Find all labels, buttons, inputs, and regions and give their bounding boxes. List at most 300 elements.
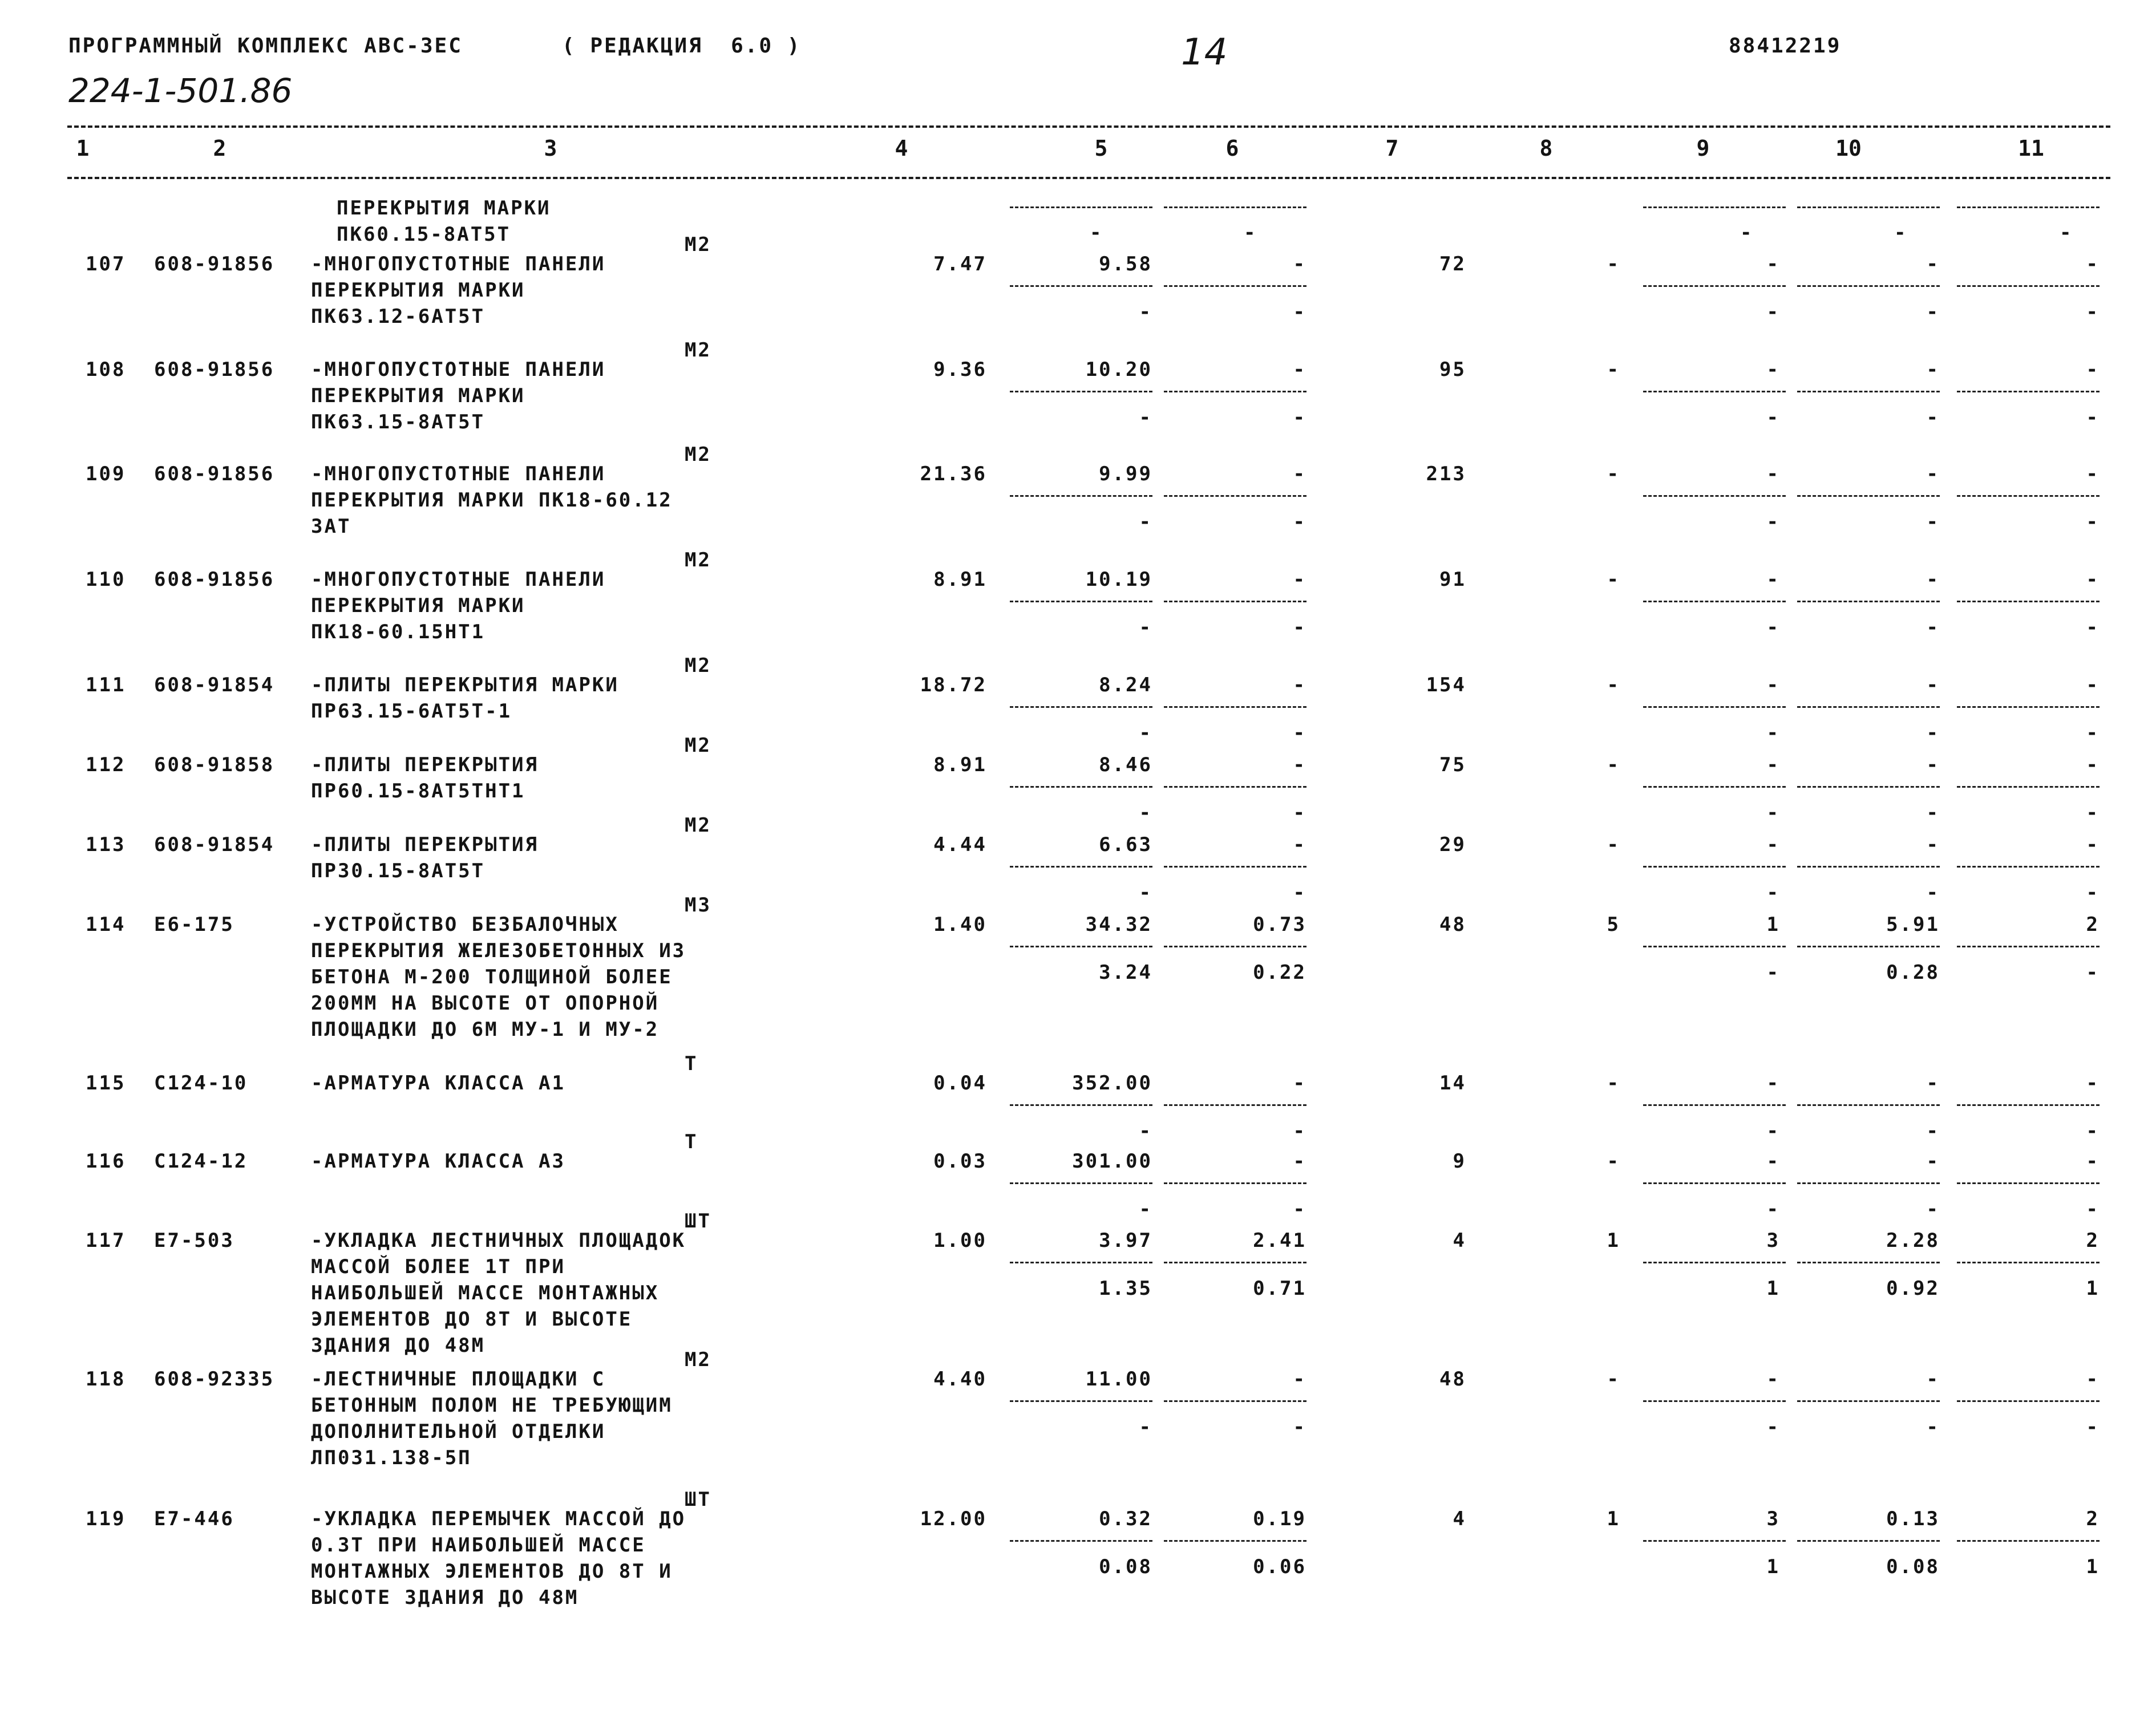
row-col-9: - <box>1766 1368 1780 1391</box>
column-number: 9 <box>1696 136 1710 161</box>
row-description-line: -АРМАТУРА КЛАССА А3 <box>311 1150 565 1173</box>
row-description-line: ЗДАНИЯ ДО 48М <box>311 1334 486 1357</box>
column-divider-dash <box>1643 1400 1786 1402</box>
row-col-7: 72 <box>1439 253 1466 275</box>
row-col-10: 0.13 <box>1886 1508 1940 1530</box>
row-cost-5: 9.58 <box>1099 253 1152 275</box>
row-description-line: -ПЛИТЫ ПЕРЕКРЫТИЯ <box>311 833 539 856</box>
row-col-9-lower: - <box>1766 616 1780 639</box>
row-cost-5: 0.32 <box>1099 1508 1152 1530</box>
column-divider-dash <box>1010 601 1152 602</box>
row-cost-6: 2.41 <box>1253 1229 1306 1252</box>
row-quantity: 12.00 <box>920 1508 987 1530</box>
column-divider-dash <box>1957 866 2100 868</box>
column-number: 8 <box>1539 136 1553 161</box>
row-description-line: -МНОГОПУСТОТНЫЕ ПАНЕЛИ <box>311 253 606 275</box>
row-unit: М2 <box>685 734 711 757</box>
row-description-line: ЭЛЕМЕНТОВ ДО 8Т И ВЫСОТЕ <box>311 1308 633 1331</box>
column-divider-dash <box>1010 206 1152 208</box>
row-cost-5: 8.24 <box>1099 674 1152 696</box>
row-col-8: - <box>1607 753 1620 776</box>
row-cost-6-lower: 0.06 <box>1253 1555 1306 1578</box>
row-col-9-lower: - <box>1766 1416 1780 1439</box>
row-cost-5-lower: - <box>1139 1198 1152 1221</box>
row-cost-6: - <box>1293 833 1306 856</box>
dash-mark: - <box>1244 221 1256 244</box>
row-unit: М2 <box>685 814 711 837</box>
row-description-line: ПР63.15-6АТ5Т-1 <box>311 700 512 723</box>
row-col-11-lower: - <box>2086 616 2100 639</box>
row-col-11-lower: - <box>2086 1198 2100 1221</box>
row-quantity: 1.40 <box>933 913 987 936</box>
row-col-8: - <box>1607 358 1620 381</box>
row-description-line: -ЛЕСТНИЧНЫЕ ПЛОЩАДКИ С <box>311 1368 606 1391</box>
row-col-11: - <box>2086 358 2100 381</box>
column-divider-dash <box>1797 706 1940 708</box>
column-divider-dash <box>1010 1540 1152 1542</box>
row-unit: ШТ <box>685 1210 711 1233</box>
row-col-11-lower: - <box>2086 1416 2100 1439</box>
row-code: 608-91856 <box>154 358 275 381</box>
row-cost-5-lower: - <box>1139 510 1152 533</box>
row-col-10: - <box>1926 1150 1940 1173</box>
row-unit: Т <box>685 1052 698 1075</box>
row-cost-6-lower: - <box>1293 616 1306 639</box>
row-col-9-lower: - <box>1766 801 1780 824</box>
row-col-7: 154 <box>1426 674 1466 696</box>
row-cost-5: 301.00 <box>1072 1150 1152 1173</box>
column-divider-dash <box>1797 786 1940 788</box>
row-col-11: - <box>2086 253 2100 275</box>
row-col-8: - <box>1607 1150 1620 1173</box>
row-code: 608-92335 <box>154 1368 275 1391</box>
column-number: 5 <box>1094 136 1108 161</box>
dash-mark: - <box>1740 221 1752 244</box>
column-divider-dash <box>1164 1540 1306 1542</box>
row-col-11: - <box>2086 753 2100 776</box>
row-description-line: -АРМАТУРА КЛАССА А1 <box>311 1072 565 1095</box>
row-col-10-lower: - <box>1926 1198 1940 1221</box>
row-col-11-lower: - <box>2086 801 2100 824</box>
row-cost-6: 0.19 <box>1253 1508 1306 1530</box>
row-code: 608-91856 <box>154 463 275 485</box>
column-divider-dash <box>1797 1262 1940 1263</box>
row-cost-6-lower: - <box>1293 1198 1306 1221</box>
row-quantity: 0.03 <box>933 1150 987 1173</box>
row-col-11: - <box>2086 833 2100 856</box>
row-description-line: -УКЛАДКА ЛЕСТНИЧНЫХ ПЛОЩАДОК <box>311 1229 686 1252</box>
row-quantity: 8.91 <box>933 568 987 591</box>
row-col-11: 2 <box>2086 913 2100 936</box>
row-cost-5: 6.63 <box>1099 833 1152 856</box>
row-col-10-lower: 0.08 <box>1886 1555 1940 1578</box>
row-cost-5: 3.97 <box>1099 1229 1152 1252</box>
row-col-10-lower: - <box>1926 301 1940 323</box>
row-col-9-lower: - <box>1766 722 1780 744</box>
column-divider-dash <box>1010 1182 1152 1184</box>
column-divider-dash <box>1797 495 1940 497</box>
row-cost-5: 10.20 <box>1085 358 1152 381</box>
column-divider-dash <box>1797 601 1940 602</box>
row-description-line: -МНОГОПУСТОТНЫЕ ПАНЕЛИ <box>311 568 606 591</box>
column-divider-dash <box>1797 946 1940 947</box>
row-number: 108 <box>86 358 126 381</box>
column-divider-dash <box>1010 946 1152 947</box>
row-code: 608-91854 <box>154 833 275 856</box>
row-description-line: ПК60.15-8АТ5Т <box>337 223 511 246</box>
row-number: 118 <box>86 1368 126 1391</box>
row-cost-5: 11.00 <box>1085 1368 1152 1391</box>
row-cost-6-lower: - <box>1293 510 1306 533</box>
row-col-8: - <box>1607 1072 1620 1095</box>
row-col-8: 1 <box>1607 1229 1620 1252</box>
column-divider-dash <box>1957 946 2100 947</box>
row-description-line: -УСТРОЙСТВО БЕЗБАЛОЧНЫХ <box>311 913 619 936</box>
row-description-line: ПЕРЕКРЫТИЯ МАРКИ <box>311 279 525 302</box>
row-col-8: 1 <box>1607 1508 1620 1530</box>
column-divider-dash <box>1010 391 1152 392</box>
row-number: 119 <box>86 1508 126 1530</box>
row-col-11: - <box>2086 1150 2100 1173</box>
row-col-7: 14 <box>1439 1072 1466 1095</box>
row-number: 112 <box>86 753 126 776</box>
edition-label: ( РЕДАКЦИЯ 6.0 ) <box>562 34 802 58</box>
row-cost-5: 352.00 <box>1072 1072 1152 1095</box>
row-description-line: 0.3Т ПРИ НАИБОЛЬШЕЙ МАССЕ <box>311 1534 646 1557</box>
row-col-9: - <box>1766 753 1780 776</box>
row-cost-6: - <box>1293 358 1306 381</box>
row-description-line: ПР60.15-8АТ5ТНТ1 <box>311 780 525 803</box>
row-col-9-lower: - <box>1766 1120 1780 1142</box>
row-col-11-lower: - <box>2086 722 2100 744</box>
row-cost-6: - <box>1293 1150 1306 1173</box>
row-cost-5: 10.19 <box>1085 568 1152 591</box>
column-divider-dash <box>1797 1104 1940 1106</box>
column-divider-dash <box>1643 866 1786 868</box>
column-divider-dash <box>1164 1104 1306 1106</box>
row-code: Е7-503 <box>154 1229 234 1252</box>
column-divider-dash <box>1643 495 1786 497</box>
row-number: 110 <box>86 568 126 591</box>
row-cost-5-lower: 1.35 <box>1099 1277 1152 1300</box>
row-description-line: ПК63.12-6АТ5Т <box>311 305 486 328</box>
row-description-line: 3АТ <box>311 515 351 538</box>
row-cost-6: - <box>1293 568 1306 591</box>
column-divider-dash <box>1797 391 1940 392</box>
row-col-10-lower: - <box>1926 722 1940 744</box>
column-divider-dash <box>1957 1262 2100 1263</box>
column-divider-dash <box>1164 786 1306 788</box>
row-col-9-lower: 1 <box>1766 1277 1780 1300</box>
row-cost-5: 8.46 <box>1099 753 1152 776</box>
column-divider-dash <box>1164 391 1306 392</box>
row-col-9: 1 <box>1766 913 1780 936</box>
row-col-7: 48 <box>1439 1368 1466 1391</box>
page-number: 14 <box>1181 31 1228 74</box>
row-cost-6-lower: - <box>1293 881 1306 904</box>
column-divider-dash <box>1010 1400 1152 1402</box>
column-divider-dash <box>1797 285 1940 287</box>
column-divider-dash <box>1643 206 1786 208</box>
row-col-9-lower: - <box>1766 510 1780 533</box>
row-quantity: 8.91 <box>933 753 987 776</box>
column-divider-dash <box>1957 601 2100 602</box>
row-col-7: 48 <box>1439 913 1466 936</box>
row-quantity: 7.47 <box>933 253 987 275</box>
column-divider-dash <box>1957 285 2100 287</box>
column-number: 1 <box>76 136 90 161</box>
row-col-11-lower: 1 <box>2086 1555 2100 1578</box>
row-unit: М2 <box>685 233 711 256</box>
column-divider-dash <box>1957 1400 2100 1402</box>
row-col-11-lower: - <box>2086 1120 2100 1142</box>
row-col-10: 5.91 <box>1886 913 1940 936</box>
row-quantity: 9.36 <box>933 358 987 381</box>
row-col-8: 5 <box>1607 913 1620 936</box>
row-number: 107 <box>86 253 126 275</box>
top-rule <box>67 125 2110 128</box>
row-col-10-lower: - <box>1926 801 1940 824</box>
row-col-10-lower: - <box>1926 1120 1940 1142</box>
row-description-line: ПЕРЕКРЫТИЯ МАРКИ <box>311 594 525 617</box>
column-divider-dash <box>1797 866 1940 868</box>
column-divider-dash <box>1797 206 1940 208</box>
row-col-7: 4 <box>1453 1508 1466 1530</box>
row-col-11: 2 <box>2086 1229 2100 1252</box>
row-col-7: 95 <box>1439 358 1466 381</box>
row-col-9: - <box>1766 1072 1780 1095</box>
row-quantity: 1.00 <box>933 1229 987 1252</box>
row-cost-6: - <box>1293 674 1306 696</box>
column-divider-dash <box>1010 866 1152 868</box>
row-cost-6-lower: - <box>1293 801 1306 824</box>
row-col-9: - <box>1766 1150 1780 1173</box>
column-divider-dash <box>1643 601 1786 602</box>
row-unit: Т <box>685 1131 698 1153</box>
column-divider-dash <box>1797 1400 1940 1402</box>
row-col-11-lower: - <box>2086 881 2100 904</box>
row-col-11: - <box>2086 674 2100 696</box>
row-number: 114 <box>86 913 126 936</box>
row-code: Е6-175 <box>154 913 234 936</box>
column-header <box>0 136 2156 170</box>
row-cost-6: - <box>1293 253 1306 275</box>
row-col-10: - <box>1926 1072 1940 1095</box>
column-divider-dash <box>1164 1182 1306 1184</box>
column-divider-dash <box>1643 1182 1786 1184</box>
row-cost-5-lower: - <box>1139 301 1152 323</box>
row-cost-6: 0.73 <box>1253 913 1306 936</box>
row-code: 608-91854 <box>154 674 275 696</box>
row-description-line: ЛП031.138-5П <box>311 1446 472 1469</box>
row-code: 608-91856 <box>154 568 275 591</box>
row-code: Е7-446 <box>154 1508 234 1530</box>
column-divider-dash <box>1957 206 2100 208</box>
row-cost-5-lower: - <box>1139 1120 1152 1142</box>
column-divider-dash <box>1010 706 1152 708</box>
column-divider-dash <box>1643 1262 1786 1263</box>
row-number: 116 <box>86 1150 126 1173</box>
column-divider-dash <box>1010 786 1152 788</box>
row-col-10-lower: 0.28 <box>1886 961 1940 984</box>
row-col-9-lower: 1 <box>1766 1555 1780 1578</box>
project-code: 224-1-501.86 <box>68 71 293 110</box>
column-number: 6 <box>1225 136 1239 161</box>
row-cost-6-lower: - <box>1293 1416 1306 1439</box>
row-cost-5-lower: - <box>1139 801 1152 824</box>
column-divider-dash <box>1957 1540 2100 1542</box>
row-col-9-lower: - <box>1766 1198 1780 1221</box>
column-divider-dash <box>1957 706 2100 708</box>
row-cost-5-lower: - <box>1139 406 1152 429</box>
row-cost-5-lower: - <box>1139 1416 1152 1439</box>
row-description-line: ПЕРЕКРЫТИЯ МАРКИ ПК18-60.12 <box>311 489 673 512</box>
row-cost-6-lower: - <box>1293 722 1306 744</box>
row-col-10: 2.28 <box>1886 1229 1940 1252</box>
row-col-9: - <box>1766 358 1780 381</box>
column-divider-dash <box>1643 1540 1786 1542</box>
column-number: 2 <box>213 136 226 161</box>
row-unit: М2 <box>685 443 711 466</box>
row-unit: ШТ <box>685 1488 711 1511</box>
row-cost-6-lower: 0.71 <box>1253 1277 1306 1300</box>
row-unit: М2 <box>685 549 711 572</box>
row-description-line: -УКЛАДКА ПЕРЕМЫЧЕК МАССОЙ ДО <box>311 1508 686 1530</box>
column-divider-dash <box>1643 786 1786 788</box>
dash-mark: - <box>1894 221 1906 244</box>
dash-mark: - <box>1090 221 1102 244</box>
row-col-8: - <box>1607 568 1620 591</box>
row-col-7: 213 <box>1426 463 1466 485</box>
row-col-8: - <box>1607 1368 1620 1391</box>
row-col-10: - <box>1926 833 1940 856</box>
column-divider-dash <box>1164 706 1306 708</box>
row-description-line: ДОПОЛНИТЕЛЬНОЙ ОТДЕЛКИ <box>311 1420 606 1443</box>
row-col-8: - <box>1607 463 1620 485</box>
row-col-10-lower: - <box>1926 1416 1940 1439</box>
row-col-10-lower: 0.92 <box>1886 1277 1940 1300</box>
row-code: С124-12 <box>154 1150 248 1173</box>
row-col-9-lower: - <box>1766 301 1780 323</box>
row-cost-6-lower: 0.22 <box>1253 961 1306 984</box>
row-col-10: - <box>1926 674 1940 696</box>
row-description-line: БЕТОННЫМ ПОЛОМ НЕ ТРЕБУЮЩИМ <box>311 1394 673 1417</box>
column-number: 10 <box>1835 136 1862 161</box>
row-col-11: - <box>2086 1368 2100 1391</box>
row-quantity: 21.36 <box>920 463 987 485</box>
row-cost-6: - <box>1293 753 1306 776</box>
row-col-9: - <box>1766 674 1780 696</box>
column-divider-dash <box>1010 495 1152 497</box>
column-divider-dash <box>1164 866 1306 868</box>
row-unit: М2 <box>685 1348 711 1371</box>
row-cost-6-lower: - <box>1293 1120 1306 1142</box>
row-col-11: - <box>2086 1072 2100 1095</box>
row-description-line: 200ММ НА ВЫСОТЕ ОТ ОПОРНОЙ <box>311 992 660 1015</box>
row-col-11-lower: - <box>2086 301 2100 323</box>
column-number: 11 <box>2018 136 2044 161</box>
column-divider-dash <box>1164 495 1306 497</box>
row-col-10: - <box>1926 1368 1940 1391</box>
row-cost-6-lower: - <box>1293 406 1306 429</box>
row-col-10: - <box>1926 463 1940 485</box>
row-col-11-lower: - <box>2086 510 2100 533</box>
column-divider-dash <box>1010 1104 1152 1106</box>
row-number: 115 <box>86 1072 126 1095</box>
row-cost-5-lower: - <box>1139 881 1152 904</box>
row-code: С124-10 <box>154 1072 248 1095</box>
column-number: 3 <box>544 136 557 161</box>
column-number: 7 <box>1385 136 1399 161</box>
row-col-8: - <box>1607 674 1620 696</box>
row-number: 109 <box>86 463 126 485</box>
column-divider-dash <box>1957 495 2100 497</box>
row-code: 608-91858 <box>154 753 275 776</box>
row-description-line: -МНОГОПУСТОТНЫЕ ПАНЕЛИ <box>311 463 606 485</box>
row-col-9: - <box>1766 253 1780 275</box>
row-col-7: 9 <box>1453 1150 1466 1173</box>
row-col-10: - <box>1926 753 1940 776</box>
column-divider-dash <box>1643 706 1786 708</box>
row-col-10-lower: - <box>1926 406 1940 429</box>
dash-mark: - <box>2060 221 2072 244</box>
row-cost-5: 9.99 <box>1099 463 1152 485</box>
row-description-line: ПК18-60.15НТ1 <box>311 621 486 643</box>
column-divider-dash <box>1164 206 1306 208</box>
row-cost-5-lower: 3.24 <box>1099 961 1152 984</box>
row-col-7: 91 <box>1439 568 1466 591</box>
row-col-11-lower: - <box>2086 961 2100 984</box>
row-col-11: - <box>2086 463 2100 485</box>
column-header-rule <box>67 177 2110 179</box>
row-col-10: - <box>1926 358 1940 381</box>
row-description-line: БЕТОНА М-200 ТОЛЩИНОЙ БОЛЕЕ <box>311 966 673 988</box>
row-description-line: ПК63.15-8АТ5Т <box>311 411 486 433</box>
column-divider-dash <box>1643 391 1786 392</box>
row-col-10: - <box>1926 568 1940 591</box>
row-col-10-lower: - <box>1926 616 1940 639</box>
column-divider-dash <box>1010 1262 1152 1263</box>
row-col-10-lower: - <box>1926 510 1940 533</box>
row-col-10: - <box>1926 253 1940 275</box>
column-divider-dash <box>1164 285 1306 287</box>
column-divider-dash <box>1164 601 1306 602</box>
row-description-line: МОНТАЖНЫХ ЭЛЕМЕНТОВ ДО 8Т И <box>311 1560 673 1583</box>
column-divider-dash <box>1957 786 2100 788</box>
row-code: 608-91856 <box>154 253 275 275</box>
row-col-9: - <box>1766 568 1780 591</box>
row-description-line: МАССОЙ БОЛЕЕ 1Т ПРИ <box>311 1255 565 1278</box>
column-divider-dash <box>1797 1540 1940 1542</box>
column-divider-dash <box>1643 946 1786 947</box>
row-col-9: 3 <box>1766 1508 1780 1530</box>
row-description-line: НАИБОЛЬШЕЙ МАССЕ МОНТАЖНЫХ <box>311 1282 660 1304</box>
row-description-line: ПЛОЩАДКИ ДО 6М МУ-1 И МУ-2 <box>311 1018 660 1041</box>
column-divider-dash <box>1164 1400 1306 1402</box>
row-description-line: -ПЛИТЫ ПЕРЕКРЫТИЯ МАРКИ <box>311 674 619 696</box>
program-title: ПРОГРАММНЫЙ КОМПЛЕКС АВС-3ЕС <box>68 34 463 58</box>
row-col-10-lower: - <box>1926 881 1940 904</box>
document-code: 88412219 <box>1729 34 1842 58</box>
column-divider-dash <box>1797 1182 1940 1184</box>
row-col-8: - <box>1607 833 1620 856</box>
row-col-8: - <box>1607 253 1620 275</box>
row-col-11-lower: - <box>2086 406 2100 429</box>
row-col-9-lower: - <box>1766 881 1780 904</box>
row-col-9-lower: - <box>1766 961 1780 984</box>
row-number: 113 <box>86 833 126 856</box>
row-col-9-lower: - <box>1766 406 1780 429</box>
